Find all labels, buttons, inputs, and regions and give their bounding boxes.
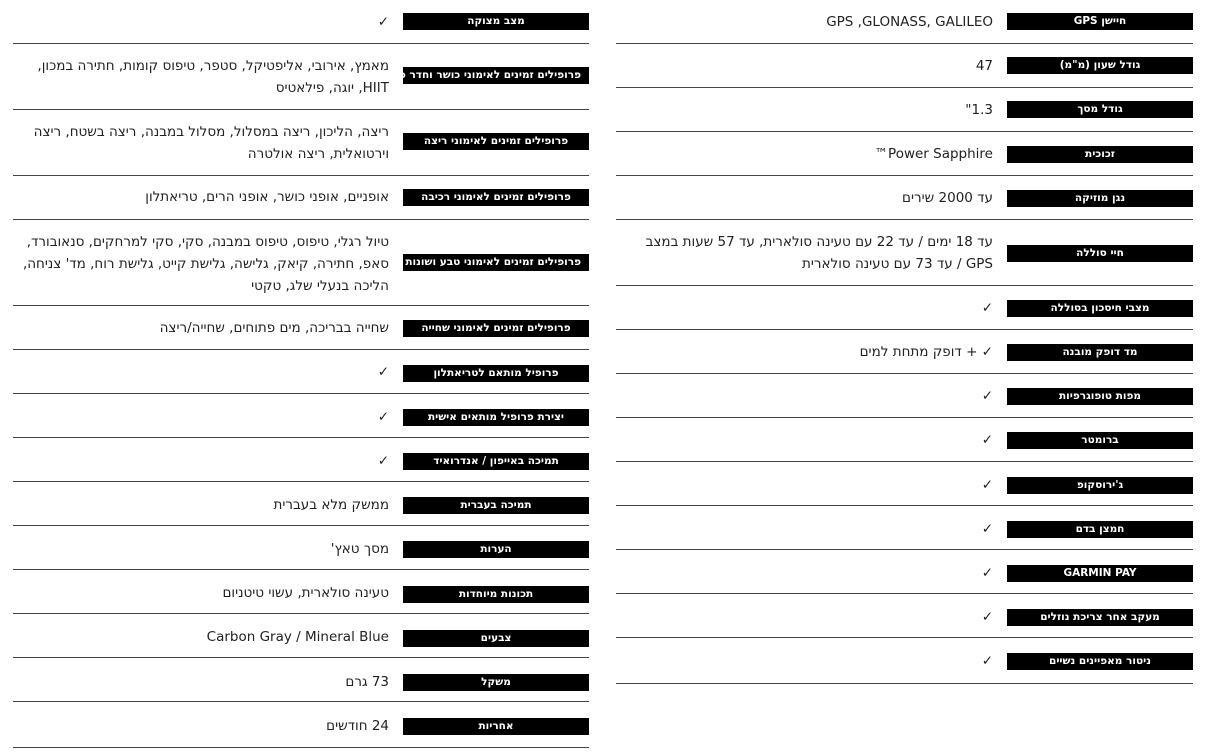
- spec-value: ✓: [981, 653, 993, 669]
- spec-row: [13, 438, 589, 482]
- spec-label: מצב מצוקה: [403, 13, 589, 30]
- spec-label: הערות: [403, 541, 589, 558]
- spec-value: ממשק מלא בעברית: [273, 497, 389, 513]
- spec-value: טיול רגלי, טיפוס, טיפוס במבנה, סקי, סקי למרחקים, סנאובורד, סאפ, חתירה, קיאק, גלישה, גלישת קייט, גלישת רוח, מד' צניחה, הליכה בנעלי שלג, טקטי: [22, 234, 389, 294]
- spec-row: [616, 638, 1193, 684]
- spec-value: 24 חודשים: [326, 718, 389, 734]
- spec-row: [13, 702, 589, 748]
- spec-row: [616, 462, 1193, 506]
- spec-row: [13, 526, 589, 570]
- spec-row: [616, 506, 1193, 550]
- spec-value: ✓: [981, 565, 993, 581]
- spec-row: [616, 44, 1193, 88]
- spec-value: 73 גרם: [345, 674, 389, 690]
- spec-value: ✓: [377, 453, 389, 469]
- spec-label: יצירת פרופיל מותאים אישית: [403, 409, 589, 426]
- spec-label: גודל מסך: [1007, 101, 1193, 118]
- spec-label: GARMIN PAY: [1007, 565, 1193, 582]
- spec-row: [13, 570, 589, 614]
- spec-row: [13, 394, 589, 438]
- spec-label: פרופילים זמינים לאימוני שחייה: [403, 320, 589, 337]
- spec-row: [13, 220, 589, 306]
- spec-value: 1.3": [965, 102, 993, 118]
- spec-value: שחייה בבריכה, מים פתוחים, שחייה/ריצה: [159, 320, 389, 336]
- spec-row: [13, 614, 589, 658]
- spec-value: מסך טאץ': [330, 541, 389, 557]
- spec-label: חיישן GPS: [1007, 13, 1193, 30]
- spec-label: תמיכה בעברית: [403, 497, 589, 514]
- spec-value: ✓: [981, 609, 993, 625]
- spec-row: [616, 374, 1193, 418]
- spec-label: חמצן בדם: [1007, 521, 1193, 538]
- spec-value: ✓: [981, 477, 993, 493]
- spec-label: פרופילים זמינים לאימוני רכיבה: [403, 189, 589, 206]
- spec-value: Carbon Gray / Mineral Blue: [206, 629, 389, 645]
- spec-row: [616, 550, 1193, 594]
- spec-label: פרופיל מותאם לטריאתלון: [403, 365, 589, 382]
- spec-row: [616, 176, 1193, 220]
- spec-row: [616, 418, 1193, 462]
- spec-label: אחריות: [403, 718, 589, 735]
- spec-label: זכוכית: [1007, 146, 1193, 163]
- spec-label: מצבי חיסכון בסוללה: [1007, 300, 1193, 317]
- spec-label: ג'ירוסקופ: [1007, 477, 1193, 494]
- spec-label: מד דופק מובנה: [1007, 344, 1193, 361]
- spec-row: [13, 482, 589, 526]
- spec-label: מעקב אחר צריכת נוזלים: [1007, 609, 1193, 626]
- spec-value: עד 18 ימים / עד 22 עם טעינה סולארית, עד 57 שעות במצב GPS / עד 73 עם טעינה סולארית: [645, 234, 993, 272]
- spec-label: ניטור מאפיינים נשיים: [1007, 653, 1193, 670]
- spec-row: [616, 88, 1193, 132]
- spec-value: 47: [975, 58, 993, 74]
- spec-value: עד 2000 שירים: [902, 190, 993, 206]
- spec-label: תמיכה באייפון / אנדרואיד: [403, 453, 589, 470]
- spec-row: [616, 594, 1193, 638]
- spec-value: Power Sapphire™: [874, 146, 993, 162]
- spec-value: ✓: [377, 409, 389, 425]
- spec-row: [13, 44, 589, 110]
- spec-label: פרופילים זמינים לאימוני כושר וחדר כושר: [403, 67, 589, 84]
- spec-row: [13, 658, 589, 702]
- spec-label: ברומטר: [1007, 432, 1193, 449]
- spec-label: נגן מוזיקה: [1007, 190, 1193, 207]
- spec-value: GPS ,GLONASS, GALILEO: [826, 14, 993, 30]
- spec-label: מפות טופוגרפיות: [1007, 388, 1193, 405]
- spec-value: ✓: [981, 432, 993, 448]
- spec-value: טעינה סולארית, עשוי טיטניום: [222, 585, 389, 601]
- spec-row: [13, 350, 589, 394]
- spec-row: [13, 306, 589, 350]
- spec-row: [616, 220, 1193, 286]
- spec-label: צבעים: [403, 630, 589, 647]
- spec-value: ✓: [981, 388, 993, 404]
- spec-value: מאמץ, אירובי, אליפטיקל, סטפר, טיפוס קומות, חתירה במכון, HIIT, יוגה, פילאטיס: [37, 58, 389, 96]
- spec-value: ריצה, הליכון, ריצה במסלול, מסלול במבנה, ריצה בשטח, ריצה וירטואלית, ריצה אולטרה: [33, 124, 389, 162]
- spec-row: [616, 132, 1193, 176]
- spec-row: [616, 0, 1193, 44]
- spec-row: [616, 330, 1193, 374]
- spec-label: פרופילים זמינים לאימוני טבע ושונות: [403, 254, 589, 271]
- spec-label: פרופילים זמינים לאימוני ריצה: [403, 133, 589, 150]
- spec-row: [13, 0, 589, 44]
- spec-value: אופניים, אופני כושר, אופני הרים, טריאתלון: [145, 189, 389, 205]
- spec-label: משקל: [403, 674, 589, 691]
- spec-value: ✓: [981, 521, 993, 537]
- spec-row: [616, 286, 1193, 330]
- spec-value: ✓: [377, 14, 389, 30]
- spec-row: [13, 110, 589, 176]
- spec-label: חיי סוללה: [1007, 245, 1193, 262]
- spec-value: ✓: [981, 300, 993, 316]
- spec-label: גודל שעון (מ"מ): [1007, 57, 1193, 74]
- spec-value: ✓ + דופק מתחת למים: [859, 344, 993, 360]
- spec-label: תכונות מיוחדות: [403, 586, 589, 603]
- spec-value: ✓: [377, 364, 389, 380]
- spec-row: [13, 176, 589, 220]
